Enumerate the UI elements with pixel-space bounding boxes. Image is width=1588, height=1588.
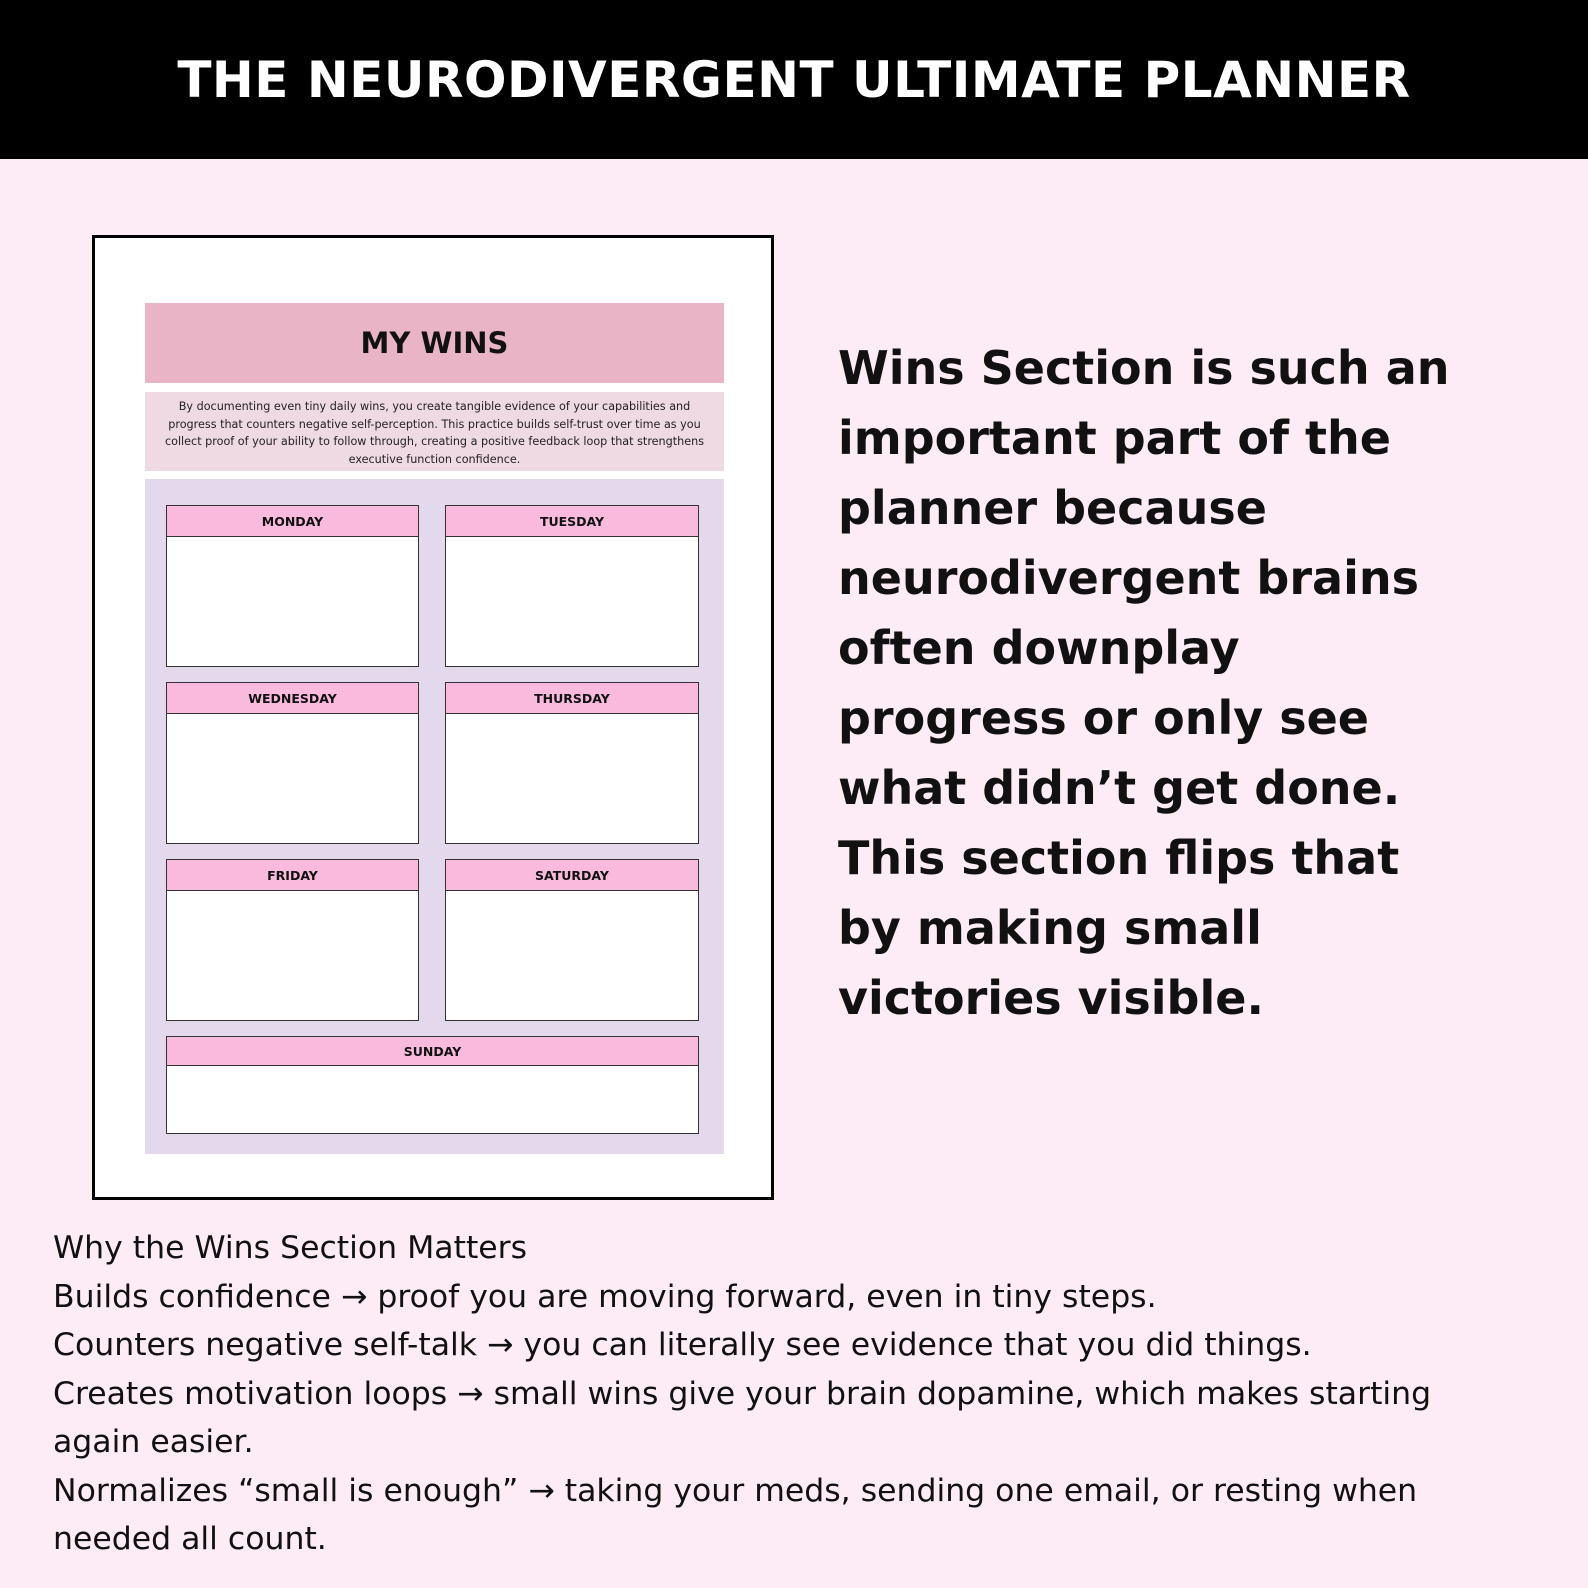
explanation-line: progress or only see [838, 691, 1369, 745]
explanation-line: Wins Section is such an [838, 341, 1450, 395]
explanation-line: what didn’t get done. [838, 761, 1401, 815]
day-box-monday [166, 505, 419, 667]
day-label-tuesday: TUESDAY [446, 506, 698, 537]
why-wins-item: Builds confidence → proof you are moving forward, even in tiny steps. [53, 1278, 1157, 1315]
day-box-friday [166, 859, 419, 1021]
explanation-line: by making small [838, 901, 1262, 955]
day-box-thursday [445, 682, 699, 844]
day-box-sunday [166, 1036, 699, 1134]
day-label-friday: FRIDAY [167, 860, 418, 891]
explanation-line: neurodivergent brains [838, 551, 1419, 605]
explanation-line: important part of the [838, 411, 1391, 465]
why-wins-item: Creates motivation loops → small wins give your brain dopamine, which makes starting [53, 1375, 1432, 1412]
day-label-saturday: SATURDAY [446, 860, 698, 891]
explanation-line: This section flips that [838, 831, 1400, 885]
day-box-wednesday [166, 682, 419, 844]
day-box-saturday [445, 859, 699, 1021]
day-box-tuesday [445, 505, 699, 667]
planner-page-description: By documenting even tiny daily wins, you create tangible evidence of your capabilities and progress that counters negative self-perception. This practice builds self-trust over time as you collect proof of your ability to follow through, creating a positive feedback loop that strengthens executive function confidence. [145, 392, 724, 471]
why-wins-item: Counters negative self-talk → you can literally see evidence that you did things. [53, 1327, 1312, 1363]
planner-page-title: MY WINS [360, 326, 509, 360]
planner-page-preview [92, 235, 774, 1200]
why-wins-matter-list [53, 1224, 1563, 1564]
explanation-line: planner because [838, 481, 1267, 535]
day-label-monday: MONDAY [167, 506, 418, 537]
why-wins-heading: Why the Wins Section Matters [53, 1230, 528, 1266]
banner-title: THE NEURODIVERGENT ULTIMATE PLANNER [177, 50, 1411, 109]
why-wins-item-continued: needed all count. [53, 1521, 327, 1557]
day-label-wednesday: WEDNESDAY [167, 683, 418, 714]
why-wins-item: Normalizes “small is enough” → taking your meds, sending one email, or resting when [53, 1472, 1418, 1509]
wins-section-explanation [838, 333, 1558, 1033]
day-label-thursday: THURSDAY [446, 683, 698, 714]
explanation-line: often downplay [838, 621, 1240, 675]
planner-page-header [145, 303, 724, 383]
title-banner [0, 0, 1588, 159]
why-wins-item-continued: again easier. [53, 1424, 254, 1460]
days-panel [145, 479, 724, 1154]
day-label-sunday: SUNDAY [167, 1037, 698, 1066]
explanation-line: victories visible. [838, 971, 1264, 1025]
